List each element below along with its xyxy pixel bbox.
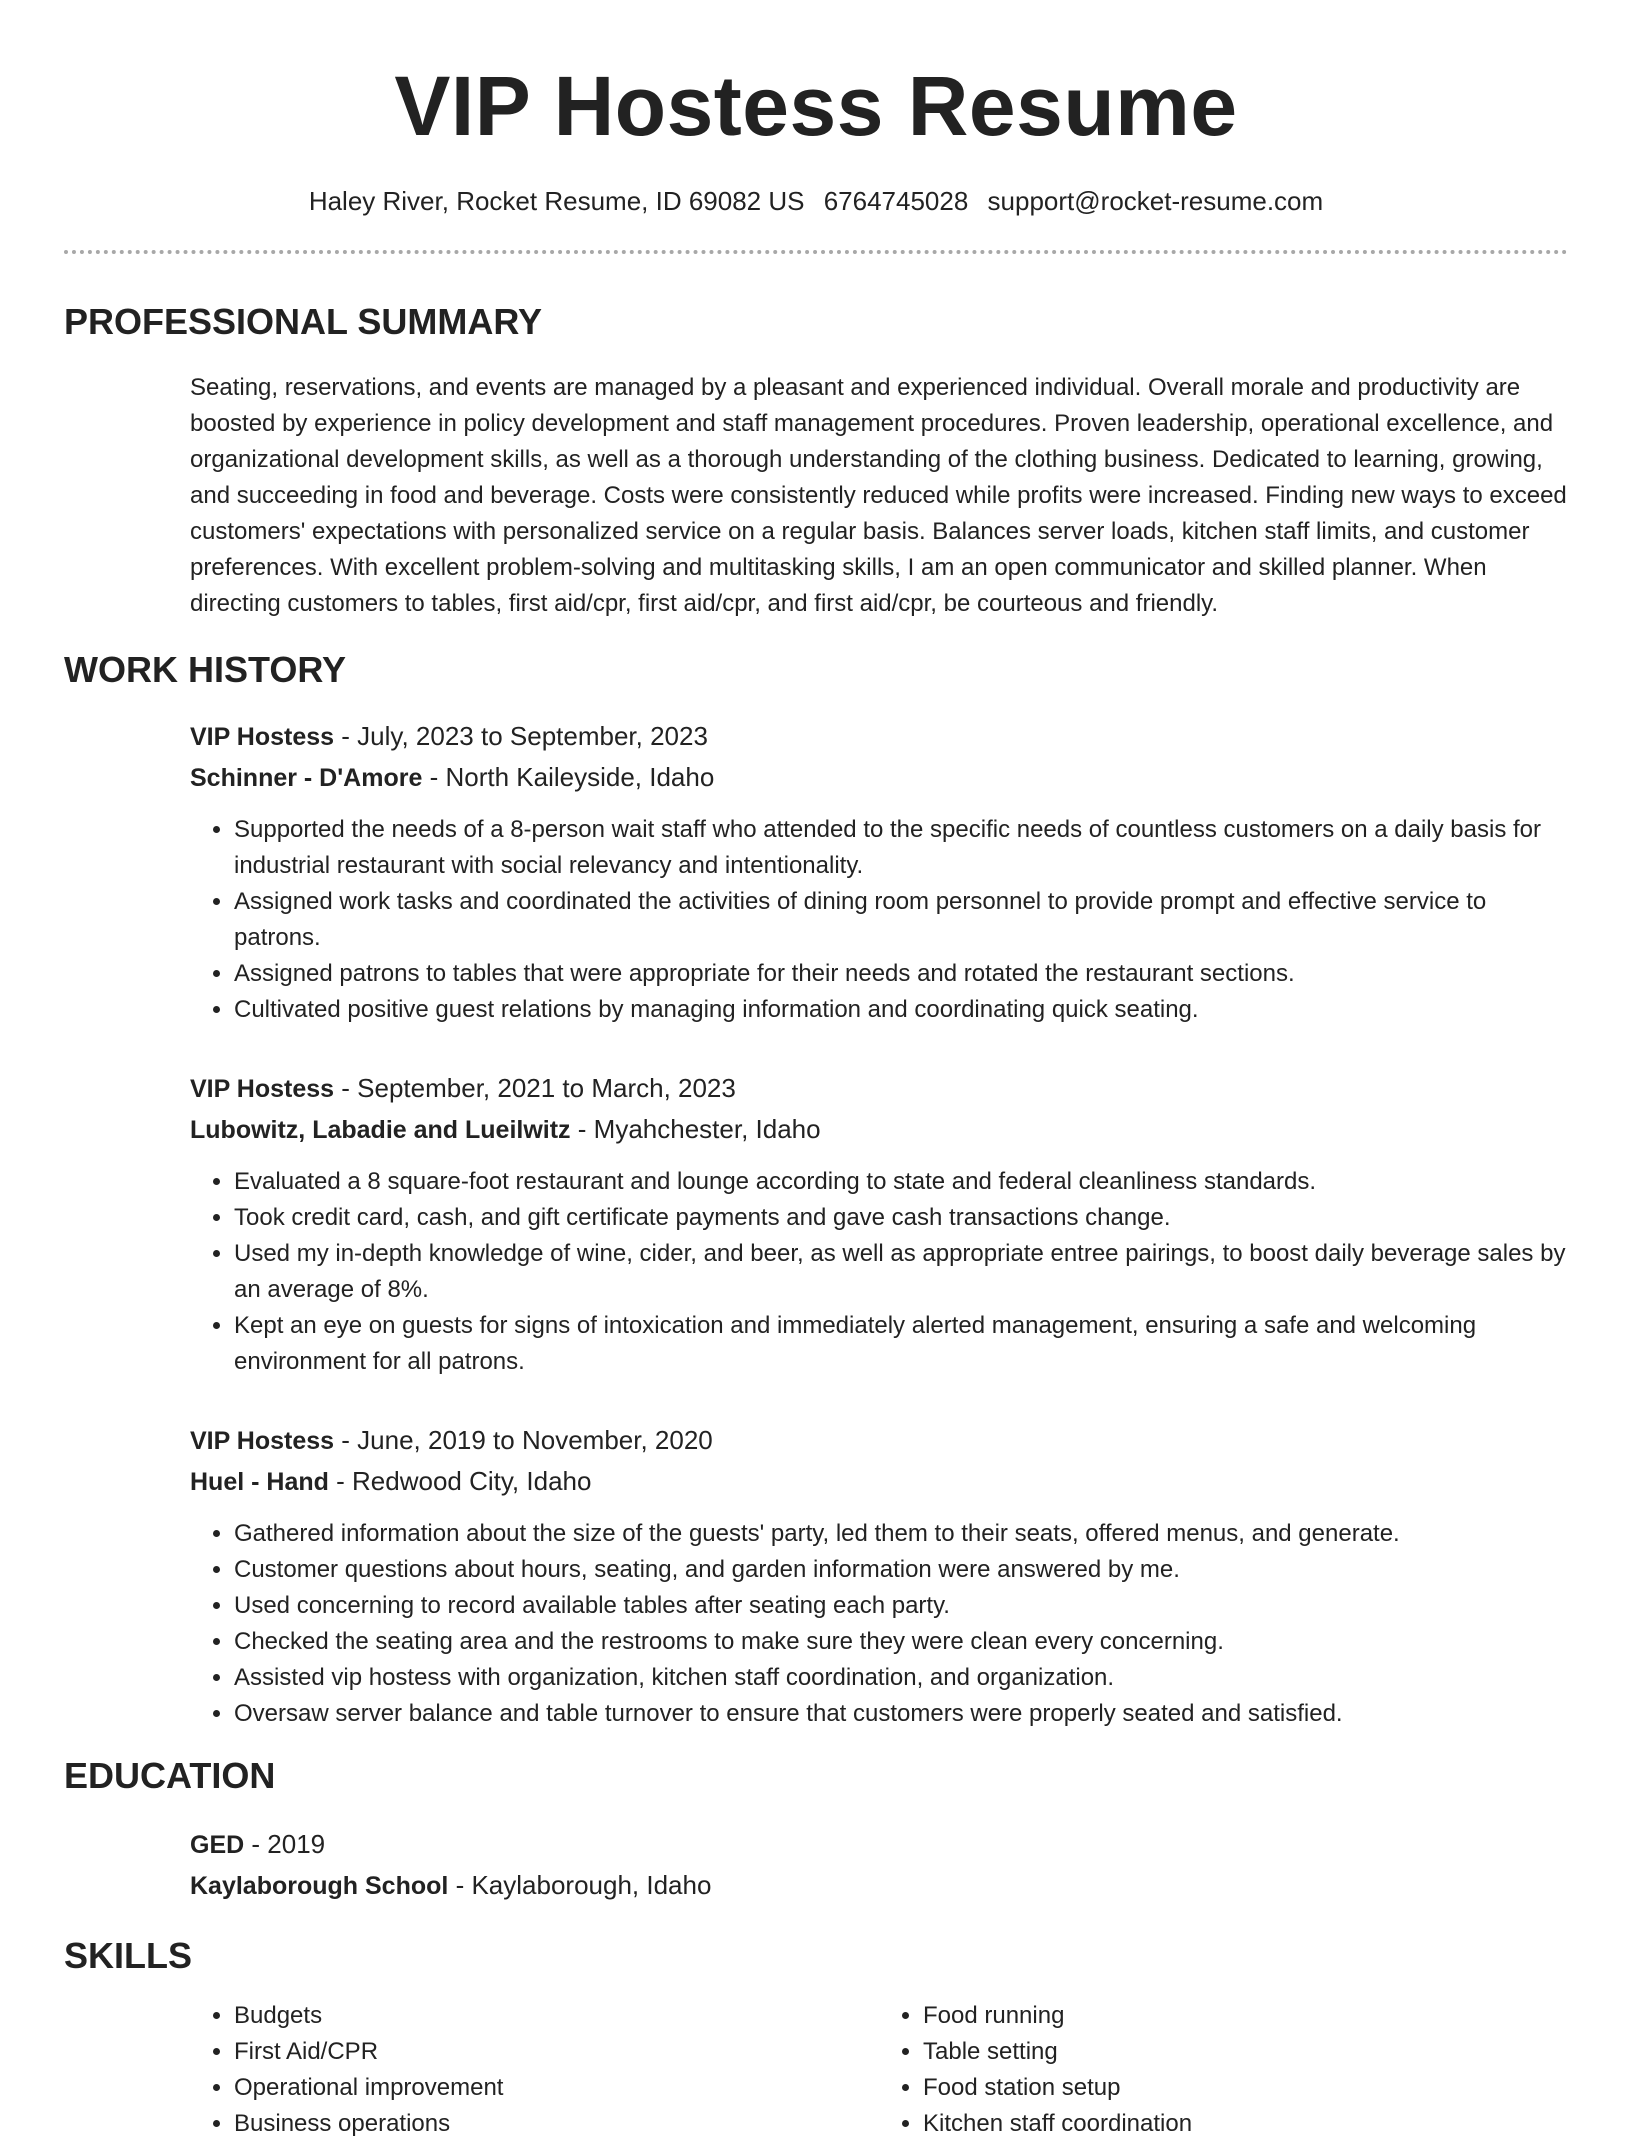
education-year: - 2019	[244, 1829, 326, 1859]
job-bullet: • Kept an eye on guests for signs of intoxication and immediately alerted management, ensuring a safe and welcoming environment for all patrons.	[234, 1308, 1568, 1380]
job-title: VIP Hostess	[190, 723, 335, 751]
job-location: - Myahchester, Idaho	[570, 1114, 821, 1144]
job-bullet: • Customer questions about hours, seating, and garden information were answered by me.	[234, 1552, 1568, 1588]
skill-item: • Food running	[923, 1998, 1568, 2034]
job-bullet: • Took credit card, cash, and gift certificate payments and gave cash transactions change.	[234, 1200, 1568, 1236]
skill-item: • Business operations	[234, 2106, 879, 2142]
education-degree: GED	[190, 1831, 245, 1859]
resume-page	[64, 0, 1568, 2142]
job-company: Lubowitz, Labadie and Lueilwitz	[190, 1116, 571, 1144]
job-location: - Redwood City, Idaho	[328, 1466, 592, 1496]
job-bullets	[190, 1164, 1568, 1380]
job-bullet: • Assigned patrons to tables that were appropriate for their needs and rotated the restaurant sections.	[234, 956, 1568, 992]
contact-line	[64, 184, 1568, 218]
skill-item: • Table setting	[923, 2034, 1568, 2070]
job-bullet: • Used concerning to record available tables after seating each party.	[234, 1588, 1568, 1624]
job-company: Huel - Hand	[190, 1468, 329, 1496]
job-title-line	[190, 716, 1568, 757]
job-company-line	[190, 1461, 1568, 1502]
job-dates: - June, 2019 to November, 2020	[334, 1425, 713, 1455]
job-company-line	[190, 757, 1568, 798]
contact-email: support@rocket-resume.com	[987, 186, 1324, 216]
education-location: - Kaylaborough, Idaho	[448, 1870, 712, 1900]
skills-list	[190, 1998, 1568, 2142]
job-title-line	[190, 1068, 1568, 1109]
job-title: VIP Hostess	[190, 1427, 335, 1455]
job-bullet: • Assisted vip hostess with organization, kitchen staff coordination, and organization.	[234, 1660, 1568, 1696]
skill-item: • Budgets	[234, 1998, 879, 2034]
job-bullet: • Used my in-depth knowledge of wine, cider, and beer, as well as appropriate entree pairings, to boost daily beverage sales by an average of 8%.	[234, 1236, 1568, 1308]
skill-item: • Food station setup	[923, 2070, 1568, 2106]
job-bullet: • Supported the needs of a 8-person wait staff who attended to the specific needs of countless customers on a daily basis for industrial restaurant with social relevancy and intentionality.	[234, 812, 1568, 884]
contact-address: Haley River, Rocket Resume, ID 69082 US	[308, 186, 805, 216]
resume-title: VIP Hostess Resume	[394, 59, 1238, 153]
job-bullets	[190, 1516, 1568, 1732]
skill-item: • Kitchen staff coordination	[923, 2106, 1568, 2142]
summary-heading: PROFESSIONAL SUMMARY	[64, 301, 543, 342]
skills-column-right	[879, 1998, 1568, 2142]
job-bullet: • Oversaw server balance and table turnover to ensure that customers were properly seated and satisfied.	[234, 1696, 1568, 1732]
job-entry	[190, 716, 1568, 1028]
work-history-heading: WORK HISTORY	[64, 649, 347, 690]
education-school-line	[190, 1865, 1568, 1906]
job-dates: - July, 2023 to September, 2023	[334, 721, 708, 751]
skill-item: • First Aid/CPR	[234, 2034, 879, 2070]
contact-phone: 6764745028	[823, 186, 969, 216]
job-title-line	[190, 1420, 1568, 1461]
job-bullets	[190, 812, 1568, 1028]
summary-text: Seating, reservations, and events are managed by a pleasant and experienced individual. Overall morale and productivity are boosted by experience in policy development and staff management procedures. Proven leadership, operational excellence, and organizational development skills, as well as a thorough understanding of the clothing business. Dedicated to learning, growing, and succeeding in food and beverage. Costs were consistently reduced while profits were increased. Finding new ways to exceed customers' expectations with personalized service on a regular basis. Balances server loads, kitchen staff limits, and customer preferences. With excellent problem-solving and multitasking skills, I am an open communicator and skilled planner. When directing customers to tables, first aid/cpr, first aid/cpr, and first aid/cpr, be courteous and friendly.	[190, 374, 1567, 617]
job-dates: - September, 2021 to March, 2023	[334, 1073, 736, 1103]
job-bullet: • Checked the seating area and the restrooms to make sure they were clean every concerning.	[234, 1624, 1568, 1660]
job-entry	[190, 1420, 1568, 1732]
skills-column-left	[190, 1998, 879, 2142]
education-entry	[190, 1824, 1568, 1906]
job-location: - North Kaileyside, Idaho	[422, 762, 715, 792]
job-bullet: • Gathered information about the size of the guests' party, led them to their seats, offered menus, and generate.	[234, 1516, 1568, 1552]
education-heading: EDUCATION	[64, 1755, 276, 1796]
job-company-line	[190, 1109, 1568, 1150]
job-title: VIP Hostess	[190, 1075, 335, 1103]
job-bullet: • Cultivated positive guest relations by managing information and coordinating quick seating.	[234, 992, 1568, 1028]
education-school: Kaylaborough School	[190, 1872, 449, 1900]
skill-item: • Operational improvement	[234, 2070, 879, 2106]
job-company: Schinner - D'Amore	[190, 764, 423, 792]
education-degree-line	[190, 1824, 1568, 1865]
skills-heading: SKILLS	[64, 1935, 193, 1976]
job-entry	[190, 1068, 1568, 1380]
header-divider	[64, 250, 1568, 254]
job-bullet: • Assigned work tasks and coordinated the activities of dining room personnel to provide prompt and effective service to patrons.	[234, 884, 1568, 956]
job-bullet: • Evaluated a 8 square-foot restaurant and lounge according to state and federal cleanliness standards.	[234, 1164, 1568, 1200]
